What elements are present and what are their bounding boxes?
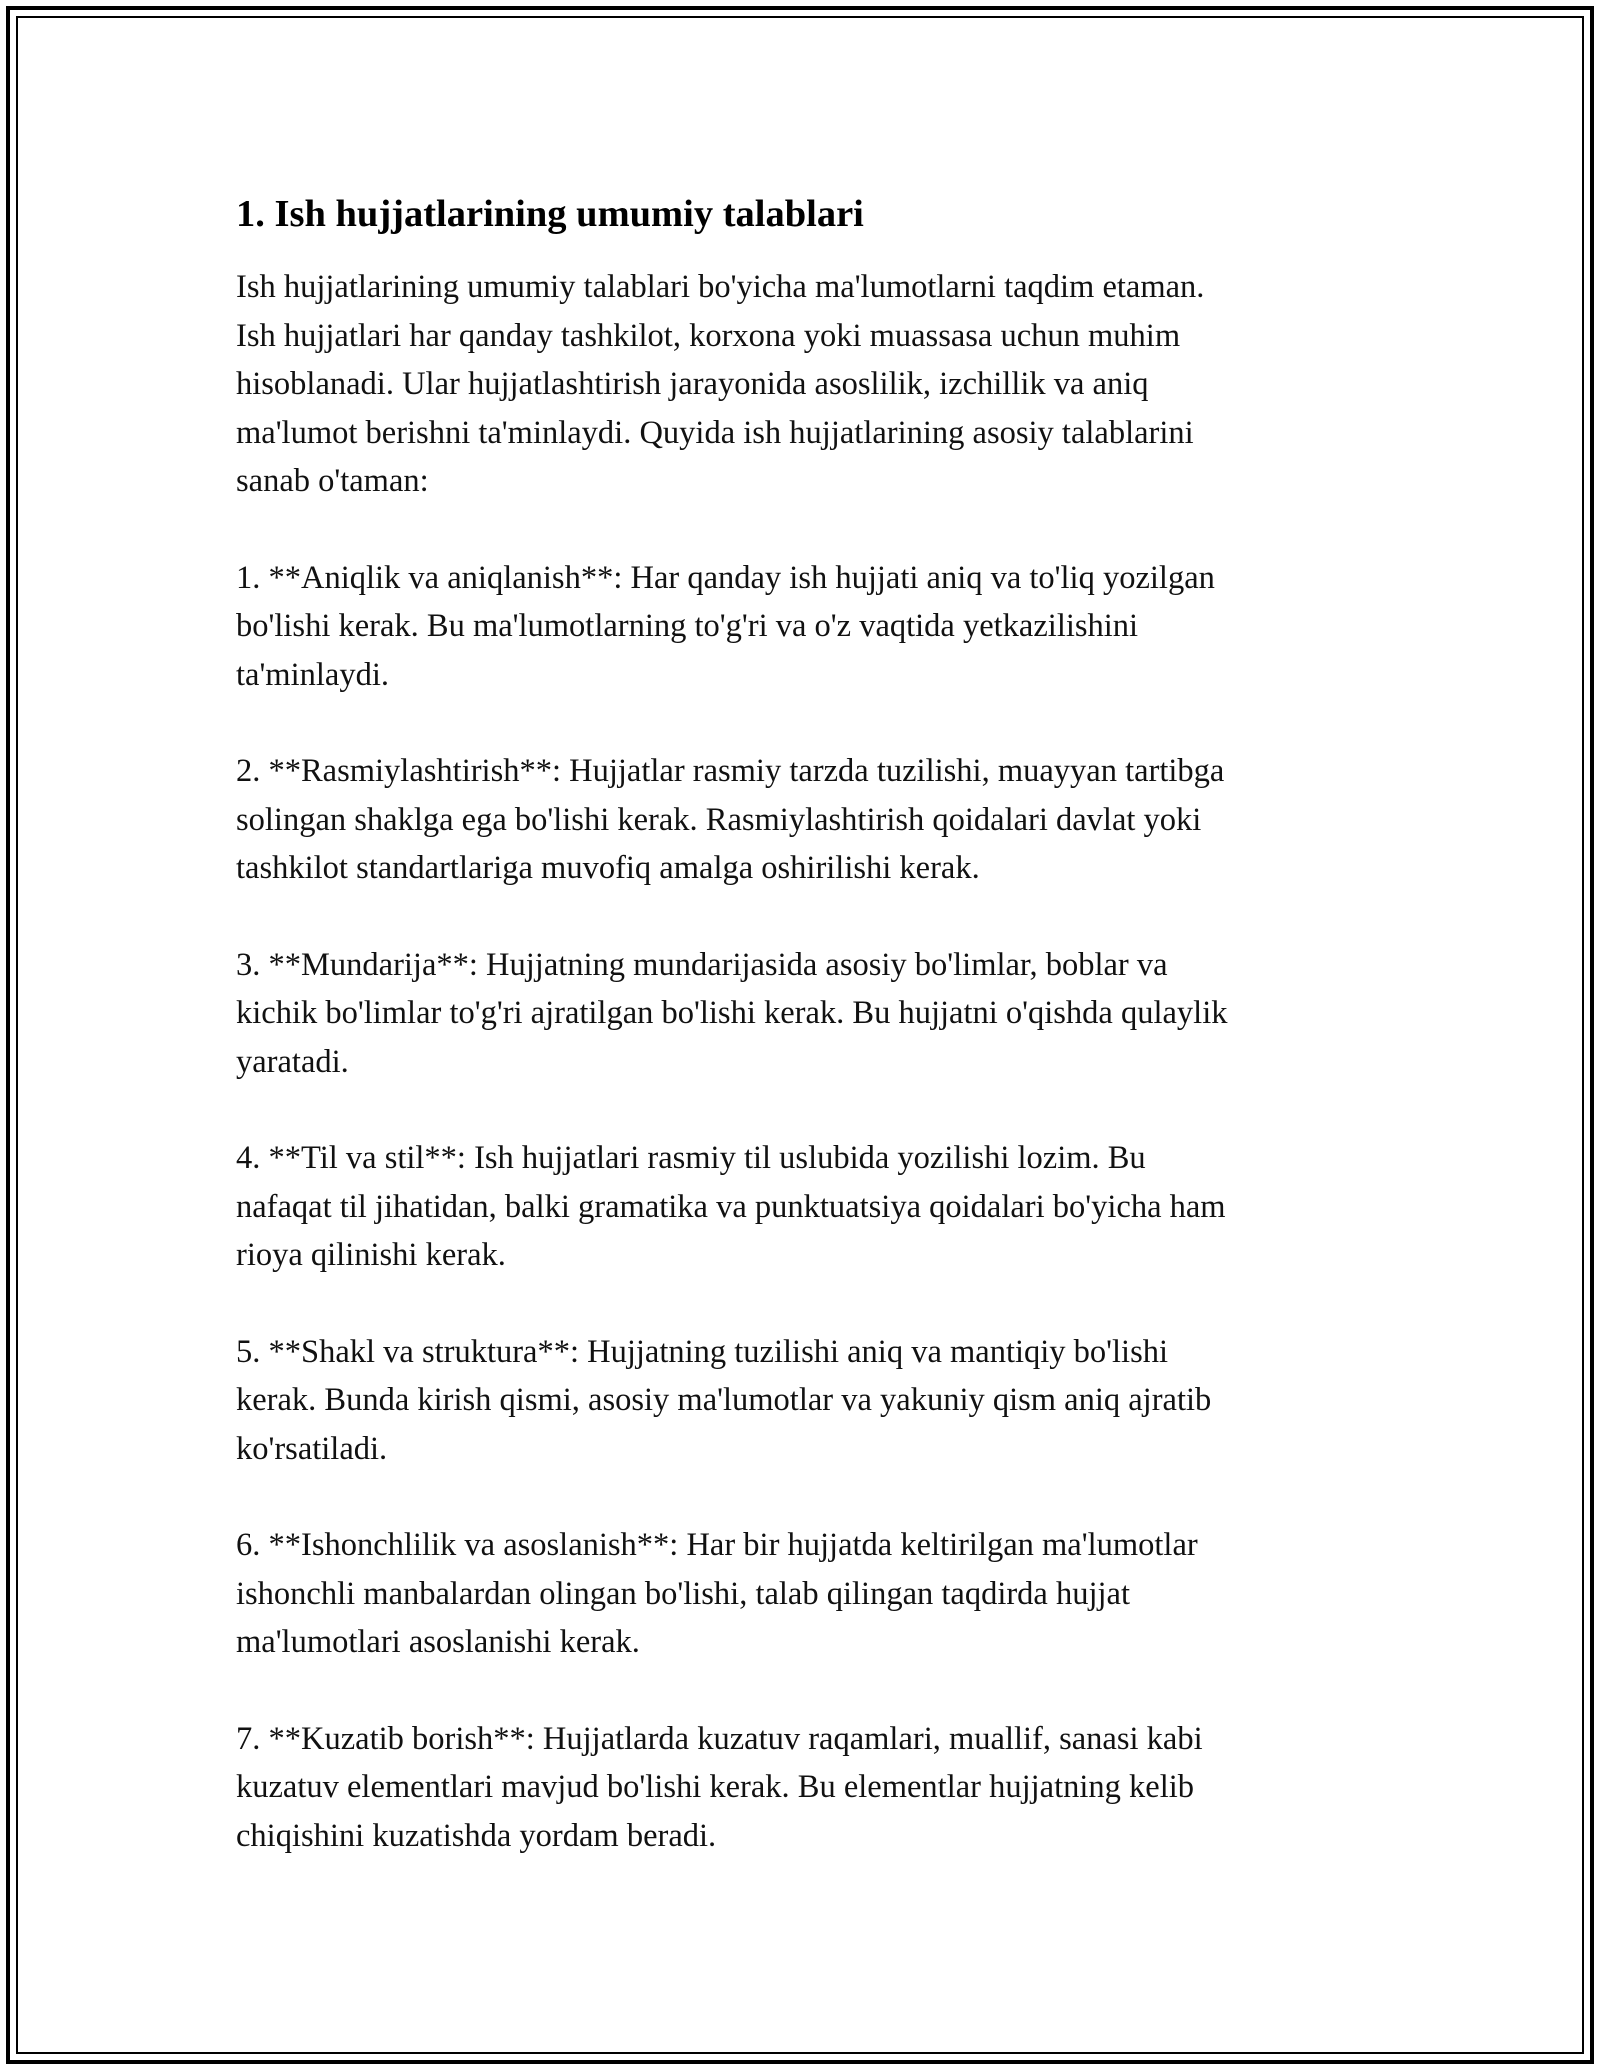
list-item-5: 5. **Shakl va struktura**: Hujjatning tuzilishi aniq va mantiqiy bo'lishi kerak. Bunda kirish qismi, asosiy ma'lumotlar va yakuniy qism aniq ajratib ko'rsatiladi.: [236, 1333, 1212, 1467]
list-item-7: 7. **Kuzatib borish**: Hujjatlarda kuzatuv raqamlari, muallif, sanasi kabi kuzatuv elementlari mavjud bo'lishi kerak. Bu elementlar hujjatning kelib chiqishini kuzatishda yordam beradi.: [236, 1720, 1203, 1854]
list-item-4: 4. **Til va stil**: Ish hujjatlari rasmiy til uslubida yozilishi lozim. Bu nafaqat til jihatidan, balki gramatika va punktuatsiya qoidalari bo'yicha ham rioya qilinishi kerak.: [236, 1140, 1226, 1273]
list-item-3: 3. **Mundarija**: Hujjatning mundarijasida asosiy bo'limlar, boblar va kichik bo'limlar to'g'ri ajratilgan bo'lishi kerak. Bu hujjatni o'qishda qulaylik yaratadi.: [236, 946, 1228, 1080]
list-item-2: 2. **Rasmiylashtirish**: Hujjatlar rasmiy tarzda tuzilishi, muayyan tartibga solingan shaklga ega bo'lishi kerak. Rasmiylashtirish qoidalari davlat yoki tashkilot standartlariga muvofiq amalga oshirilishi kerak.: [236, 753, 1225, 886]
document-body: [236, 185, 1366, 1908]
list-item-1: 1. **Aniqlik va aniqlanish**: Har qanday ish hujjati aniq va to'liq yozilgan bo'lishi kerak. Bu ma'lumotlarning to'g'ri va o'z vaqtida yetkazilishini ta'minlaydi.: [236, 559, 1215, 693]
section-heading: 1. Ish hujjatlarining umumiy talablari: [236, 193, 864, 235]
list-item-6: 6. **Ishonchlilik va asoslanish**: Har bir hujjatda keltirilgan ma'lumotlar ishonchli manbalardan olingan bo'lishi, talab qilingan taqdirda hujjat ma'lumotlari asoslanishi kerak.: [236, 1527, 1198, 1660]
intro-paragraph: Ish hujjatlarining umumiy talablari bo'yicha ma'lumotlarni taqdim etaman. Ish hujjatlari har qanday tashkilot, korxona yoki muassasa uchun muhim hisoblanadi. Ular hujjatlashtirish jarayonida asoslilik, izchillik va aniq ma'lumot berishni ta'minlaydi. Quyida ish hujjatlarining asosiy talablarini sanab o'taman:: [236, 269, 1205, 499]
